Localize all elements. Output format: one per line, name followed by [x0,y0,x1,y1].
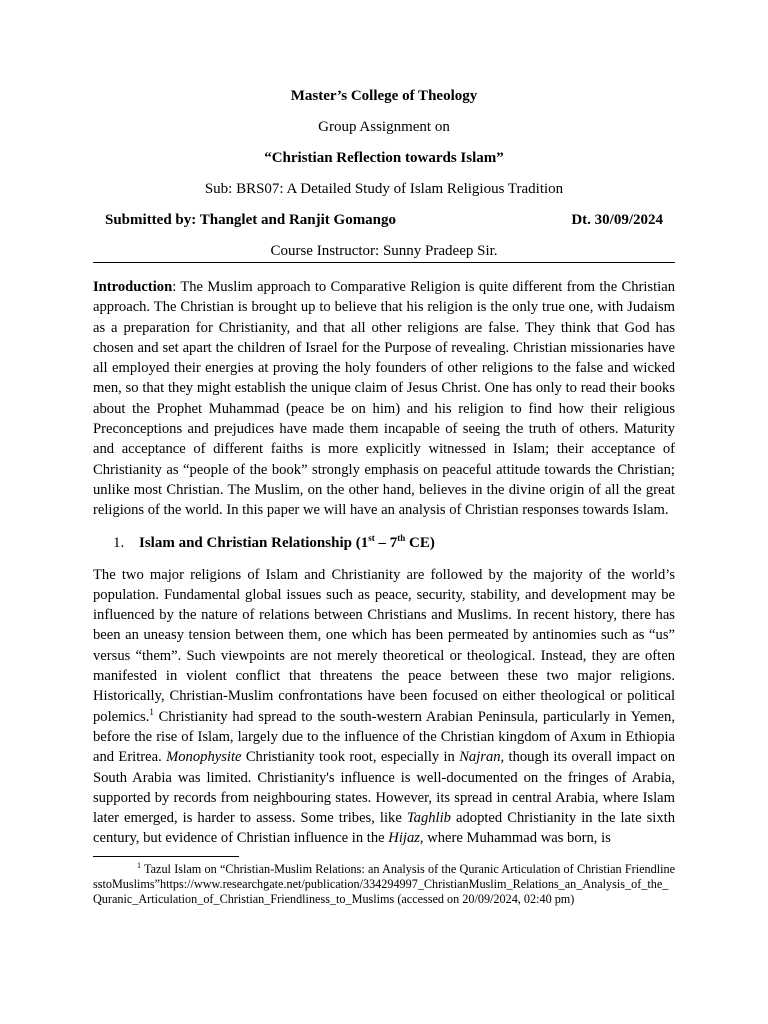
submission-date: Dt. 30/09/2024 [571,212,663,228]
course-instructor: Course Instructor: Sunny Pradeep Sir. [270,243,498,259]
footnote [93,862,675,907]
body-emphasis-taghlib: Taghlib [406,810,451,827]
assignment-topic: “Christian Reflection towards Islam” [264,150,504,166]
footnote-divider [93,856,239,857]
body-text-3: Christianity took root, especially in [241,749,460,766]
section-sup-a: st [368,532,375,543]
footnote-text: Tazul Islam on “Christian-Muslim Relations: an Analysis of the Quranic Articulation of Christian FriendlinesstoMuslims”https://www.researchgate.net/publication/334294997_ChristianMuslim_Relations_an_Analysis_of_the_Quranic_Articulation_of_Christian_Friendliness_to_Muslims (accessed on 20/09/2024, 02:40 pm) [93,861,675,906]
document-page [93,86,675,907]
body-text-1: The two major religions of Islam and Christianity are followed by the majority of the world’s population. Fundamental global issues such as peace, security, stability, and development may be influenced by the nature of relations between Christians and Muslims. In recent history, there has been an uneasy tension between them, one which has been permeated by antinomies such as “us” versus “them”. Such viewpoints are not merely theoretical or theological. Instead, they are often manifested in violent conflict that threatens the peace between these two major religions. Historically, Christian-Muslim confrontations have been focused on either theological or political polemics. [93,566,675,725]
footnote-reference[interactable]: 1 [149,706,154,717]
submitted-by: Submitted by: Thanglet and Ranjit Gomango [105,212,397,228]
introduction-paragraph [93,277,675,521]
subject-line: Sub: BRS07: A Detailed Study of Islam Religious Tradition [204,181,564,197]
section-title-c: CE) [405,534,435,551]
body-emphasis-monophysite: Monophysite [166,749,242,766]
introduction-text: : The Muslim approach to Comparative Religion is quite different from the Christian approach. The Christian is brought up to believe that his religion is the only true one, with Judaism as a preparation for Christianity, and that all other religions are false. They think that God has chosen and set apart the children of Israel for the Purpose of revealing. Christian missionaries have all employed their energies at proving the holy founders of other religions to the false and wicked men, so that they might establish the unique claim of Jesus Christ. One has only to read their books about the Prophet Muhammad (peace be on him) and his religion to find how their religious Preconceptions and prejudices have made them incapable of seeing the truth of others. Maturity and acceptance of different faiths is more explicitly witnessed in Islam; their acceptance of Christianity as “people of the book” strongly emphasis on peaceful attitude towards the Christian; unlike most Christian. The Muslim, on the other hand, believes in the divine origin of all the great religions of the world. In this paper we will have an analysis of Christian responses towards Islam. [93,279,675,519]
submission-row [93,210,675,230]
body-text-2: Christianity had spread to the south-western Arabian Peninsula, particularly in Yemen, before the rise of Islam, largely due to the influence of the Christian kingdom of Axum in Ethiopia and Eritrea. [93,708,675,766]
section-number: 1. [113,534,125,551]
section-heading [93,533,675,553]
header-divider [93,262,675,263]
body-text-6: , where Muhammad was born, is [419,830,611,847]
assignment-type: Group Assignment on [318,119,450,135]
body-emphasis-hijaz: Hijaz [388,830,420,847]
introduction-label: Introduction [93,279,173,295]
section-title-b: – 7 [374,534,398,551]
college-title: Master’s College of Theology [290,88,478,104]
body-text-4: , though its overall impact on South Arabia was limited. Christianity's influence is well-documented on the fringes of Arabia, supported by records from neighbouring states. However, its spread in central Arabia, where Islam later emerged, is harder to assess. Some tribes, like [93,749,676,827]
footnote-number: 1 [137,860,141,870]
section-title-a: Islam and Christian Relationship (1 [139,534,369,551]
body-emphasis-najran: Najran [459,749,501,766]
body-text-5: adopted Christianity in the late sixth century, but evidence of Christian influence in the [93,810,675,847]
body-paragraph [93,565,675,849]
section-sup-b: th [397,532,406,543]
